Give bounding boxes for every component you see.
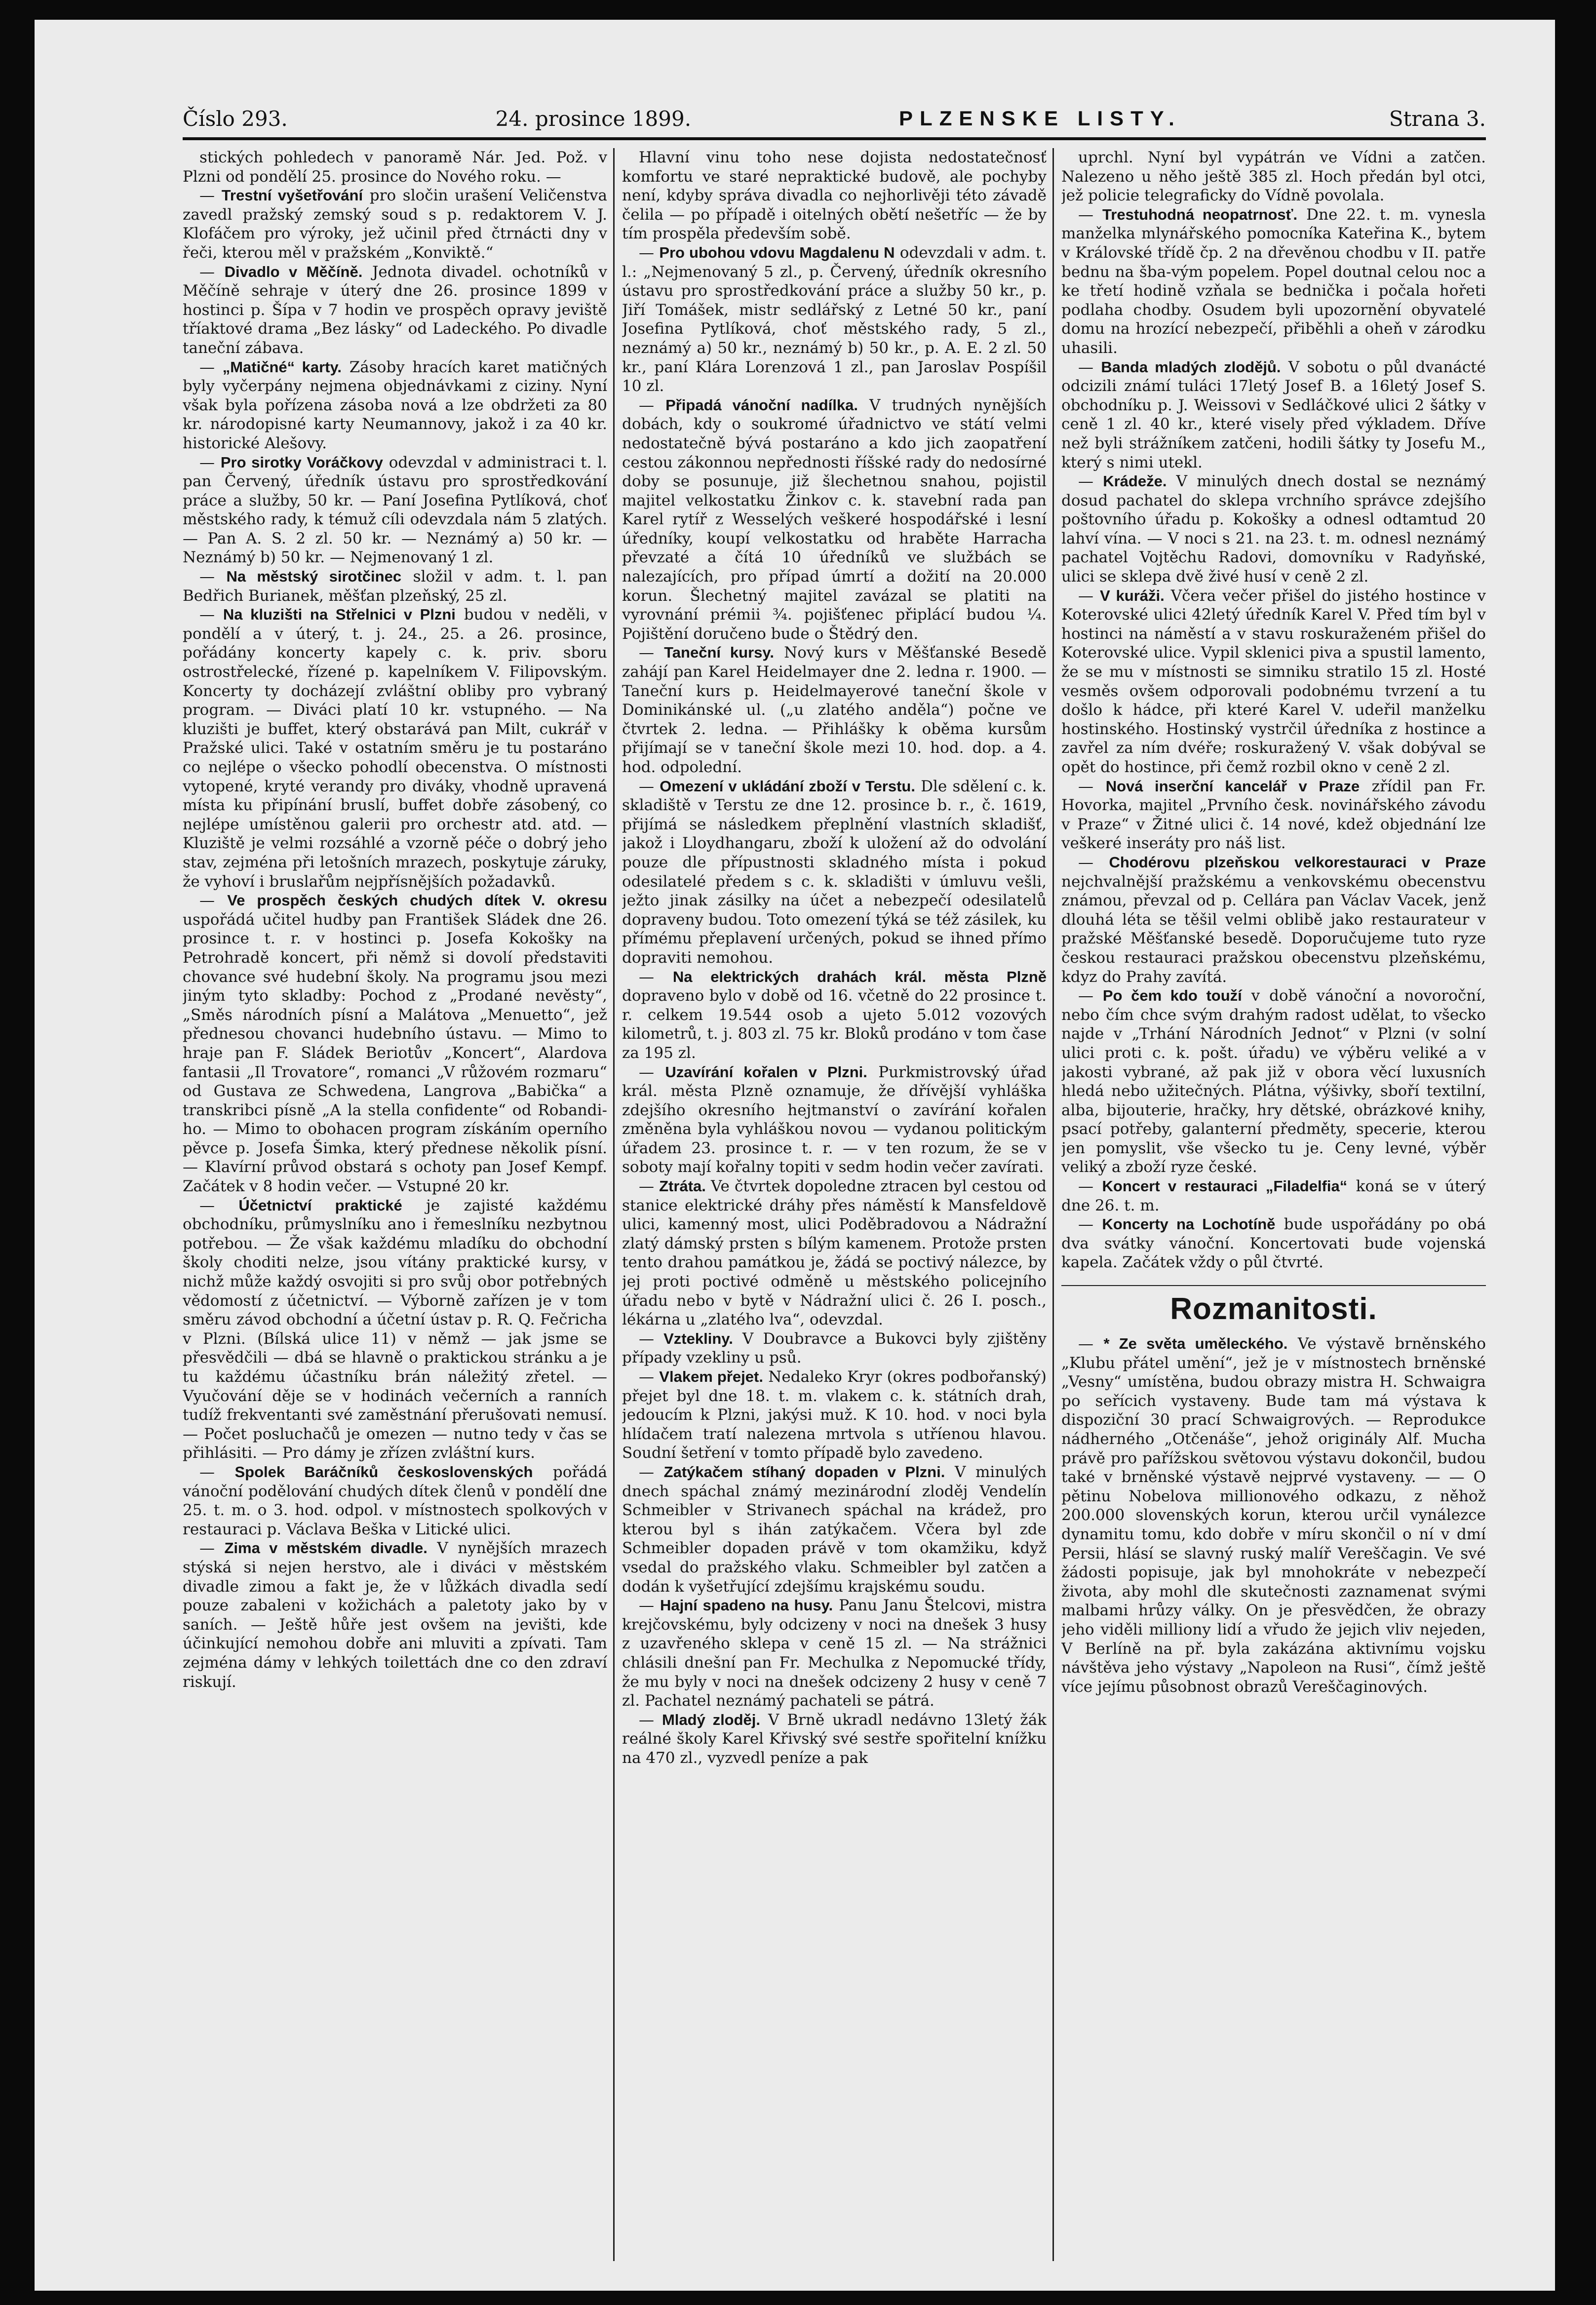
article-heading: Ve prospěch českých chudých dítek V. okresu [227, 892, 607, 909]
article-paragraph [622, 643, 1047, 777]
article-paragraph [622, 1063, 1047, 1177]
page-number: Strana 3. [1389, 106, 1486, 131]
article-paragraph [183, 358, 607, 453]
column-2 [622, 148, 1047, 2261]
article-paragraph [622, 243, 1047, 396]
article-paragraph [183, 891, 607, 1196]
article-text: uspořádá učitel hudby pan František Sládek dne 26. prosince t. r. v hostinci p. Josefa Kokošky na Petrohradě koncert, při němž si dovolí představiti chovance své hudební školy. Na programu jsou mezi jiným tyto skladby: Pochod z „Prodané nevěsty“, „Směs národních písní a Malátova „Menuetto“, jež přednesou chovanci hudebního ústavu. — Mimo to hraje pan F. Sládek Beriotův „Koncert“, Alardova fantasii „Il Trovatore“, romanci „V růžovém rozmaru“ od Gustava ze Schwedena, Langrova „Babička“ a transkribci písně „A la stella confidente“ od Robandi-ho. — Mimo to obohacen program získáním operního pěvce p. Josefa Šimka, který přednese několik písní. — Klavírní průvod obstará s ochoty pan Josef Kempf. Začátek v 8 hodin večer. — Vstupné 20 kr. [183, 910, 607, 1196]
article-paragraph [183, 605, 607, 891]
article-text: Ve výstavě brněnského „Klubu přátel umění“, jež je v místnostech brněnské „Vesny“ umístěna, budou obrazy mistra H. Schwaigra po seřícich vystaveny. Bude tam má výstava k dispoziční 30 prací Schwaigrových. — Reprodukce nádherného „Otčenáše“, jehož originály Alf. Mucha právě pro pařížskou světovou výstavu dokončil, budou také v brněnské výstavě nejprvé vystaveny. — — O pětinu Nobelova millionového odkazu, z něhož 200.000 slovenských korun, kterou určil vynálezce dynamitu tomu, kdo dobře v míru skončil o ní v dmí Persii, hlásí se slavný ruský malíř Vereščagin. Ve své žádosti popisuje, jak byl mnohokráte v nebezpečí života, aby mohl dle skutečnosti zaznamenat svými malbami hrůzy války. On je přesvědčen, že obrazy jeho viděli milliony lidí a vřudo že jejich vliv nejeden, V Berlíně na př. byla zakázána aktivnímu vojsku návštěva jeho výstavy „Napoleon na Rusi“, čímž ještě více jejímu působnost obrazů Vereščaginových. [1061, 1335, 1486, 1696]
newspaper-sheet [35, 20, 1555, 2291]
dash: — [199, 453, 221, 471]
article-paragraph [1061, 986, 1486, 1177]
dash: — [1078, 853, 1109, 871]
dash: — [1078, 1335, 1104, 1353]
article-heading: Mladý zloděj. [662, 1711, 761, 1728]
article-heading: Trestuhodná neopatrnosť. [1102, 205, 1298, 223]
dash: — [1078, 472, 1103, 491]
article-paragraph [1061, 1215, 1486, 1272]
section-heading-rozmanitosti: Rozmanitosti. [1061, 1285, 1486, 1328]
article-paragraph [183, 567, 607, 605]
article-heading: Na kluzišti na Střelnici v Plzni [223, 606, 456, 624]
article-text: Dle sdělení c. k. skladiště v Terstu ze dne 12. prosince b. r., č. 1619, přijímá se následkem přeplnění vlastních skladišť, jakož i Lloydhangaru, zboží k uložení až do odvolání pouze dle přípustnosti skladného místa i pokud odesilatelé předem s c. k. skladišti v úmluvu vešli, ježto jinak zásilky na účet a nebezpečí odesilatelů dopraveny budou. Toto omezení týká se též zásilek, ku přímému přeplavení určených, pokud se ihned přímo dopraviti nemohou. [622, 777, 1047, 967]
article-paragraph [1061, 148, 1486, 205]
dash: — [199, 1463, 235, 1481]
article-heading: * Ze světa uměleckého. [1103, 1335, 1288, 1353]
article-paragraph [622, 1596, 1047, 1711]
article-paragraph [622, 777, 1047, 968]
article-text: pro sločin urašení Veličenstva zavedl pražský zemský soud s p. redaktorem V. J. Klofáčem pro výroky, jež učinil před čtrnácti dny v řeči, kterou měl v pražském „Konviktě.“ [183, 187, 607, 262]
article-paragraph [183, 148, 607, 186]
article-text: Hlavní vinu toho nese dojista nedostatečnosť komfortu ve staré nepraktické budově, ale pochyby není, kdyby správa divadla co nejhorlivěji této závadě čelila — po případě i oitelných obětí nešetříc — že by tím prospěla především sobě. [622, 149, 1047, 243]
article-heading: Zima v městském divadle. [224, 1539, 428, 1557]
article-text: koná se v úterý dne 26. t. m. [1061, 1177, 1486, 1214]
article-heading: Divadlo v Měčíně. [224, 263, 363, 280]
article-text: bude uspořádány po obá dva svátky vánoční. Koncertovati bude vojenská kapela. Začátek vždy o půl čtvrté. [1061, 1215, 1486, 1272]
article-heading: Trestní vyšetřování [221, 187, 363, 204]
article-paragraph [1061, 472, 1486, 586]
dash: — [1078, 1177, 1102, 1196]
article-paragraph [183, 1539, 607, 1691]
article-paragraph [1061, 586, 1486, 777]
article-heading: Taneční kursy. [664, 644, 774, 662]
dash: — [639, 1463, 664, 1481]
article-heading: Ztráta. [659, 1177, 706, 1195]
dash: — [1078, 205, 1103, 224]
article-text: Purkmistrovský úřad král. města Plzně oznamuje, že dřívější vyhláška zdejšího okresního hejtmanství o zavírání kořalen změněna byla vyhláškou novou — vydanou politickým úřadem 23. prosince t. r. — v ten rozum, že se v soboty mají kořalny topiti v sedm hodin večer zavírati. [622, 1063, 1047, 1176]
article-paragraph [622, 148, 1047, 243]
article-paragraph [1061, 1177, 1486, 1215]
article-heading: Po čem kdo touží [1102, 987, 1242, 1005]
dash: — [1078, 586, 1100, 605]
article-heading: Pro ubohou vdovu Magdalenu N [659, 243, 895, 261]
dash: — [639, 644, 664, 662]
dash: — [639, 396, 666, 414]
article-heading: „Matičné“ karty. [222, 358, 342, 376]
dash: — [1078, 1215, 1102, 1234]
column-1 [183, 148, 607, 2261]
article-text: odevzdali v adm. t. l.: „Nejmenovaný 5 zl., p. Červený, úředník okresního ústavu pro sprostředkování práce a služby 50 kr., p. Jiří Tomášek, mistr sedlářský z Letné 50 kr., paní Josefina Pytlíková, choť městského rady, 5 zl., neznámý a) 50 kr., neznámý b) 50 kr., p. A. E. 2 zl. 50 kr., paní Klára Lorenzová 1 zl., pan Jaroslav Pospíšil 10 zl. [622, 243, 1047, 395]
article-text: dopraveno bylo v době od 16. včetně do 22 prosince t. r. celkem 19.544 osob a ujeto 5.012 vozových kilometrů, t. j. 803 zl. 75 kr. Bloků prodáno v tom čase za 195 zl. [622, 987, 1047, 1062]
dash: — [199, 1196, 239, 1214]
article-text: V sobotu o půl dvanácté odcizili známí tuláci 17letý Josef B. a 16letý Josef S. obchodníku p. J. Weissovi v Sedláčkové ulici 2 šátky v ceně 1 zl. 40 kr., které visely před výkladem. Dříve než byli strážníkem zatčeni, hodili šátky ty Josefu M., který s nimi utekl. [1061, 358, 1486, 471]
article-heading: Na elektrických drahách král. města Plzně [672, 968, 1047, 985]
dash: — [639, 1597, 660, 1615]
masthead [183, 101, 1486, 136]
dash: — [639, 1063, 665, 1081]
article-paragraph [622, 1329, 1047, 1367]
dash: — [1078, 987, 1103, 1005]
dash: — [639, 1711, 662, 1729]
article-paragraph [622, 1177, 1047, 1329]
article-paragraph [622, 1367, 1047, 1463]
column-divider [613, 148, 615, 2261]
article-heading: Hajní spadeno na husy. [660, 1597, 833, 1614]
dash: — [199, 1539, 225, 1558]
article-paragraph [1061, 853, 1486, 986]
column-3 [1061, 148, 1486, 2261]
article-heading: Účetnictví praktické [238, 1196, 402, 1214]
issue-date: 24. prosince 1899. [495, 106, 692, 131]
article-paragraph [183, 453, 607, 568]
article-paragraph [622, 396, 1047, 644]
article-paragraph [1061, 205, 1486, 358]
article-paragraph [622, 968, 1047, 1063]
article-text: V minulých dnech spáchal známý mezinárodní zloděj Vendelín Schmeibler v Strivanech spáchal na krádež, pro kterou byl s ihán zatýkačem. Včera byl zde Schmeibler dopaden právě v tom okamžiku, když vsedal do pražského vlaku. Schmeibler byl zatčen a dodán k vyšetřující zdejšímu krajskému soudu. [622, 1463, 1047, 1596]
article-heading: Nová inserční kancelář v Praze [1105, 777, 1360, 795]
article-text: stických pohledech v panoramě Nár. Jed. Pož. v Plzni od pondělí 25. prosince do Nového roku. — [183, 149, 607, 186]
article-paragraph [622, 1711, 1047, 1768]
article-paragraph [1061, 777, 1486, 853]
article-text: V minulých dnech dostal se neznámý dosud pachatel do sklepa vrchního správce zdejšího poštovního úřadu p. Kokošky a odnesl odtamtud 20 lahví vína. — V noci s 21. na 23. t. m. odnesl neznámý pachatel Vojtěchu Radovi, domovníku v Radyňské, ulici se sklepa dvě živé husí v ceně 2 zl. [1061, 472, 1486, 586]
header-rule [183, 137, 1486, 140]
article-heading: Vlakem přejet. [659, 1368, 763, 1385]
article-paragraph [183, 263, 607, 358]
dash: — [639, 1368, 660, 1386]
dash: — [199, 568, 227, 586]
dash: — [639, 243, 660, 262]
dash: — [639, 1177, 660, 1196]
dash: — [199, 358, 223, 376]
issue-number: Číslo 293. [183, 106, 288, 131]
article-text: V Doubravce a Bukovci byly zjištěny případy vzekliny u psů. [622, 1329, 1047, 1367]
article-text: nejchvalnější pražskému a venkovskému obecenstvu známou, převzal od p. Cellára pan Václav Vacek, jenž dlouhá léta se těšil velmi oblibě jako restaurateur v pražské Měšťanské besedě. Doporučujeme tuto ryze českou restauraci pražskou obecenstvu plzeňskému, kdyz do Prahy zavítá. [1061, 872, 1486, 986]
article-heading: Připadá vánoční nadílka. [665, 396, 858, 414]
article-text: pořádá vánoční podělování chudých dítek členů v pondělí dne 25. t. m. o 3. hod. odpol. v místnostech spolkových v restauraci p. Václava Beška v Litické ulici. [183, 1463, 607, 1538]
article-text: v době vánoční a novoroční, nebo čím chce svým drahým radost udělat, to všecko najde v „Trhání Národních Jednot“ v Plzni (v solní ulici proti c. k. pošt. úřadu) ve výběru veliké a v jakosti vybrané, až pak již v obora věcí luxusních hledá nebo užitečných. Plátna, výšivky, sboří textilní, alba, bijouterie, hračky, hry dětské, obrázkové knihy, psací potřeby, galanterní předměty, specerie, kterou jen pomyslit, vše všecko tu je. Ceny levné, výběr veliký a zboží ryze české. [1061, 987, 1486, 1176]
article-text: Nový kurs v Měšťanské Besedě zahájí pan Karel Heidelmayer dne 2. ledna r. 1900. — Taneční kurs p. Heidelmayerové taneční škole v Dominikánské ul. („u zlatého anděla“) počne ve čtvrtek 2. ledna. — Přihlášky k oběma kursům přijímají se v taneční škole mezi 10. hod. dop. a 4. hod. odpolední. [622, 644, 1047, 776]
article-text: budou v neděli, v pondělí a v úterý, t. j. 24., 25. a 26. prosince, pořádány koncerty kapely c. k. priv. sboru ostrostřelecké, řízené p. kapelníkem V. Filipovským. Koncerty ty docházejí zvláštní obliby pro vybraný program. — Diváci platí 10 kr. vstupného. — Na kluzišti je buffet, který obstarává pan Milt, cukrář v Pražské ulici. Také v ostatním směru je tu postaráno co nejlépe o všecko pohodlí obecenstva. O místnosti vytopené, kryté verandy pro diváky, vhodně upravená místa ku připínání bruslí, buffet dobře zásobený, co nejlépe umístěnou galerii pro orchestr atd. atd. — Kluziště je velmi rozsáhlé a vzorně péče o dobrý jeho stav, zejména při letošních mrazech, poskytuje záruky, že vyhoví i bruslařům nejpřísnějších požadavků. [183, 606, 607, 891]
article-text: Panu Janu Štelcovi, mistra krejčovskému, byly odcizeny v noci na dnešek 3 husy z uzavřeného sklepa v ceně 15 zl. — Na strážnici chlásili dnešní pan Fr. Mechulka z Nepomucké třídy, že mu byly v noci na dnešek odcizeny 2 husy v ceně 7 zl. Pachatel neznámý pachateli se pátrá. [622, 1597, 1047, 1710]
article-text: Dne 22. t. m. vynesla manželka mlynářského pomocníka Kateřina K., bytem v Královské třídě čp. 2 na dřevěnou chodbu v II. patře bednu na šba-vým popelem. Popel doutnal celou noc a ke třetí hodině vzňala se bednička i počala hořeti podlaha chodby. Osudem byli upozornění obyvatelé domu na hrozící nebezpečí, přiběhli a oheň v zárodku uhasili. [1061, 205, 1486, 357]
dash: — [1078, 358, 1101, 376]
article-text: Včera večer přišel do jistého hostince v Koterovské ulici 42letý úředník Karel V. Před tím byl v hostinci na náměstí a v stavu roskuraženém přišel do Koterovské ulice. Vypil sklenici piva a spustil lamento, že se mu v místnosti se simniku stratilo 15 zl. Hosté vesměs ovšem odporovali podobnému tvrzení a tu došlo k hádce, při které Karel V. udeřil manželku hostinského. Hostinský vystrčil úředníka z hostince a zavřel za ním dvéře; roskuražený V. však dobýval se opět do hostince, při čemž rozbil okno v ceně 2 zl. [1061, 586, 1486, 776]
article-text: Nedaleko Kryr (okres podbořanský) přejet byl dne 18. t. m. vlakem c. k. státních drah, jedoucím k Plzni, jakýsi muž. K 10. hod. v noci byla hlídačem tratí nalezena mrtvola s utříenou hlavou. Soudní šetření v tomto případě bylo zavedeno. [622, 1368, 1047, 1462]
article-heading: Chodérovu plzeňskou velkorestauraci v Praze [1109, 853, 1486, 871]
dash: — [199, 892, 228, 910]
article-heading: Uzavírání kořalen v Plzni. [665, 1063, 867, 1081]
article-heading: Zatýkačem stíhaný dopaden v Plzni. [663, 1463, 945, 1481]
article-text: V nynějších mrazech stýská si nejen herstvo, ale i diváci v městském divadle zimou a fakt je, že v lůžkách divadla sedí pouze zabaleni v kožichách a paletoty jako by v saních. — Ještě hůře jest ovšem na jevišti, kde účinkující nemohou dobře ani mluviti a zpívati. Tam zejména dámy v lehkých toilettách dne co den zdraví riskují. [183, 1539, 607, 1691]
column-divider [1052, 148, 1054, 2261]
article-heading: Pro sirotky Voráčkovy [220, 453, 383, 471]
article-text: je zajisté každému obchodníku, průmyslníku ano i řemeslníku nezbytnou potřebou. — Že však každému mladíku do obchodní školy choditi nelze, jsou vítány praktické kursy, v nichž může každý osvojiti si pro svůj obor potřebných vědomostí z účetnictví. — Výborně zařízen je v tom směru závod obchodní a účetní ústav p. R. Q. Fečricha v Plzni. (Bílská ulice 11) v němž — jak jsme se přesvědčili — dbá se hlavně o praktickou stránku a je tu každému účastníku brán náležitý zřetel. — Vyučování děje se v hodinách večerních a ranních tudíž frekventanti své zaměstnání přerušovati nemusí. — Počet posluchačů je omezen — nutno tedy v čas se přihlásiti. — Pro dámy je zřízen zvláštní kurs. [183, 1196, 607, 1462]
article-heading: Na městský sirotčinec [226, 568, 402, 586]
article-heading: Spolek Baráčníků československých [234, 1463, 533, 1481]
dash: — [199, 606, 223, 624]
article-heading: Vztekliny. [663, 1329, 733, 1347]
article-paragraph [183, 1463, 607, 1539]
article-paragraph [1061, 1334, 1486, 1696]
article-heading: V kuráži. [1100, 586, 1165, 604]
dash: — [639, 1329, 664, 1348]
article-text: zřídil pan Fr. Hovorka, majitel „Prvního česk. novinářského závodu v Praze“ v Žitné ulici č. 14 nové, kdež objednání lze veškeré inseráty pro náš list. [1061, 777, 1486, 853]
article-text: odevzdal v administraci t. l. pan Červený, úředník ústavu pro sprostředkování práce a služby, 50 kr. — Paní Josefina Pytlíková, choť městského rady, k témuž cíli odevzdala nám 5 zlatých. — Pan A. S. 2 zl. 50 kr. — Neznámý a) 50 kr. — Neznámý b) 50 kr. — Nejmenovaný 1 zl. [183, 453, 607, 567]
newspaper-title: PLZENSKE LISTY. [899, 107, 1181, 130]
article-paragraph [1061, 358, 1486, 472]
dash: — [199, 187, 222, 205]
article-text: složil v adm. t. l. pan Bedřich Burianek, měšťan plzeňský, 25 zl. [183, 568, 607, 605]
article-paragraph [183, 186, 607, 262]
article-paragraph [622, 1463, 1047, 1596]
article-text: V trudných nynějších dobách, kdy o soukromé úřadnictvo ve státí velmi nedostatečně bývá postaráno a kdo jich zaopatření cestou zákonnou nepřednosti říšské rady do nedosírné doby se posunuje, již šlechetnou snahou, pojistil majitel velkostatku Žinkov c. k. stavební rada pan Karel rytíř z Wesselých veškeré hospodářské i lesní úředníky, koupí velkostatku od hraběte Harracha převzaté a čítá 10 úředníků ve službách se nalezajících, pro případ úmrtí a dožití na 20.000 korun. Šlechetný majitel zavázal se platiti na vyrovnání prémii ¾. pojišťenec připlácí budou ¼. Pojištění doručeno bude o Štědrý den. [622, 396, 1047, 643]
article-heading: Koncerty na Lochotíně [1102, 1215, 1276, 1233]
dash: — [639, 777, 660, 795]
article-text: V Brně ukradl nedávno 13letý žák reálné školy Karel Křivský své sestře spořitelní knížku na 470 zl., vyzvedl peníze a pak [622, 1711, 1047, 1767]
dash: — [639, 968, 673, 986]
article-text: uprchl. Nyní byl vypátrán ve Vídni a zatčen. Nalezeno u něho ještě 385 zl. Hoch předán byl otci, jež policie telegraficky do Vídně povolala. [1061, 149, 1486, 205]
dash: — [1078, 777, 1106, 795]
article-paragraph [183, 1196, 607, 1463]
article-text: Zásoby hracích karet matičných byly vyčerpány nejmena objednávkami z ciziny. Nyní však byla pořízena zásoba nová a lze obdržeti za 80 kr. národopisné karty Neumannovy, jakož i za 40 kr. historické Alešovy. [183, 358, 607, 452]
article-heading: Omezení v ukládání zboží v Terstu. [660, 777, 915, 795]
article-text: Jednota divadel. ochotníků v Měčíně sehraje v úterý dne 26. prosince 1899 v hostinci p. Šípa v 7 hodin ve prospěch opravy jeviště tříaktové drama „Bez lásky“ od Ladeckého. Po divadle taneční zábava. [183, 263, 607, 357]
article-heading: Banda mladých zlodějů. [1101, 358, 1281, 376]
dash: — [199, 263, 225, 281]
article-heading: Koncert v restauraci „Filadelfia“ [1102, 1177, 1348, 1195]
article-heading: Krádeže. [1103, 472, 1167, 490]
article-text: Ve čtvrtek dopoledne ztracen byl cestou od stanice elektrické dráhy přes náměstí k Mansfeldově ulici, kamenný most, ulici Poděbradovou a Nádražní zlatý dámský prsten s bílým kamenem. Protože prsten tento drahou památkou je, žádá se poctivý nálezce, by jej proti poctivé odměně u městského policejního úřadu nebo v bytě v Nádražní ulici č. 26 I. posch., lékárna u „zlatého lva“, odevzdal. [622, 1177, 1047, 1329]
